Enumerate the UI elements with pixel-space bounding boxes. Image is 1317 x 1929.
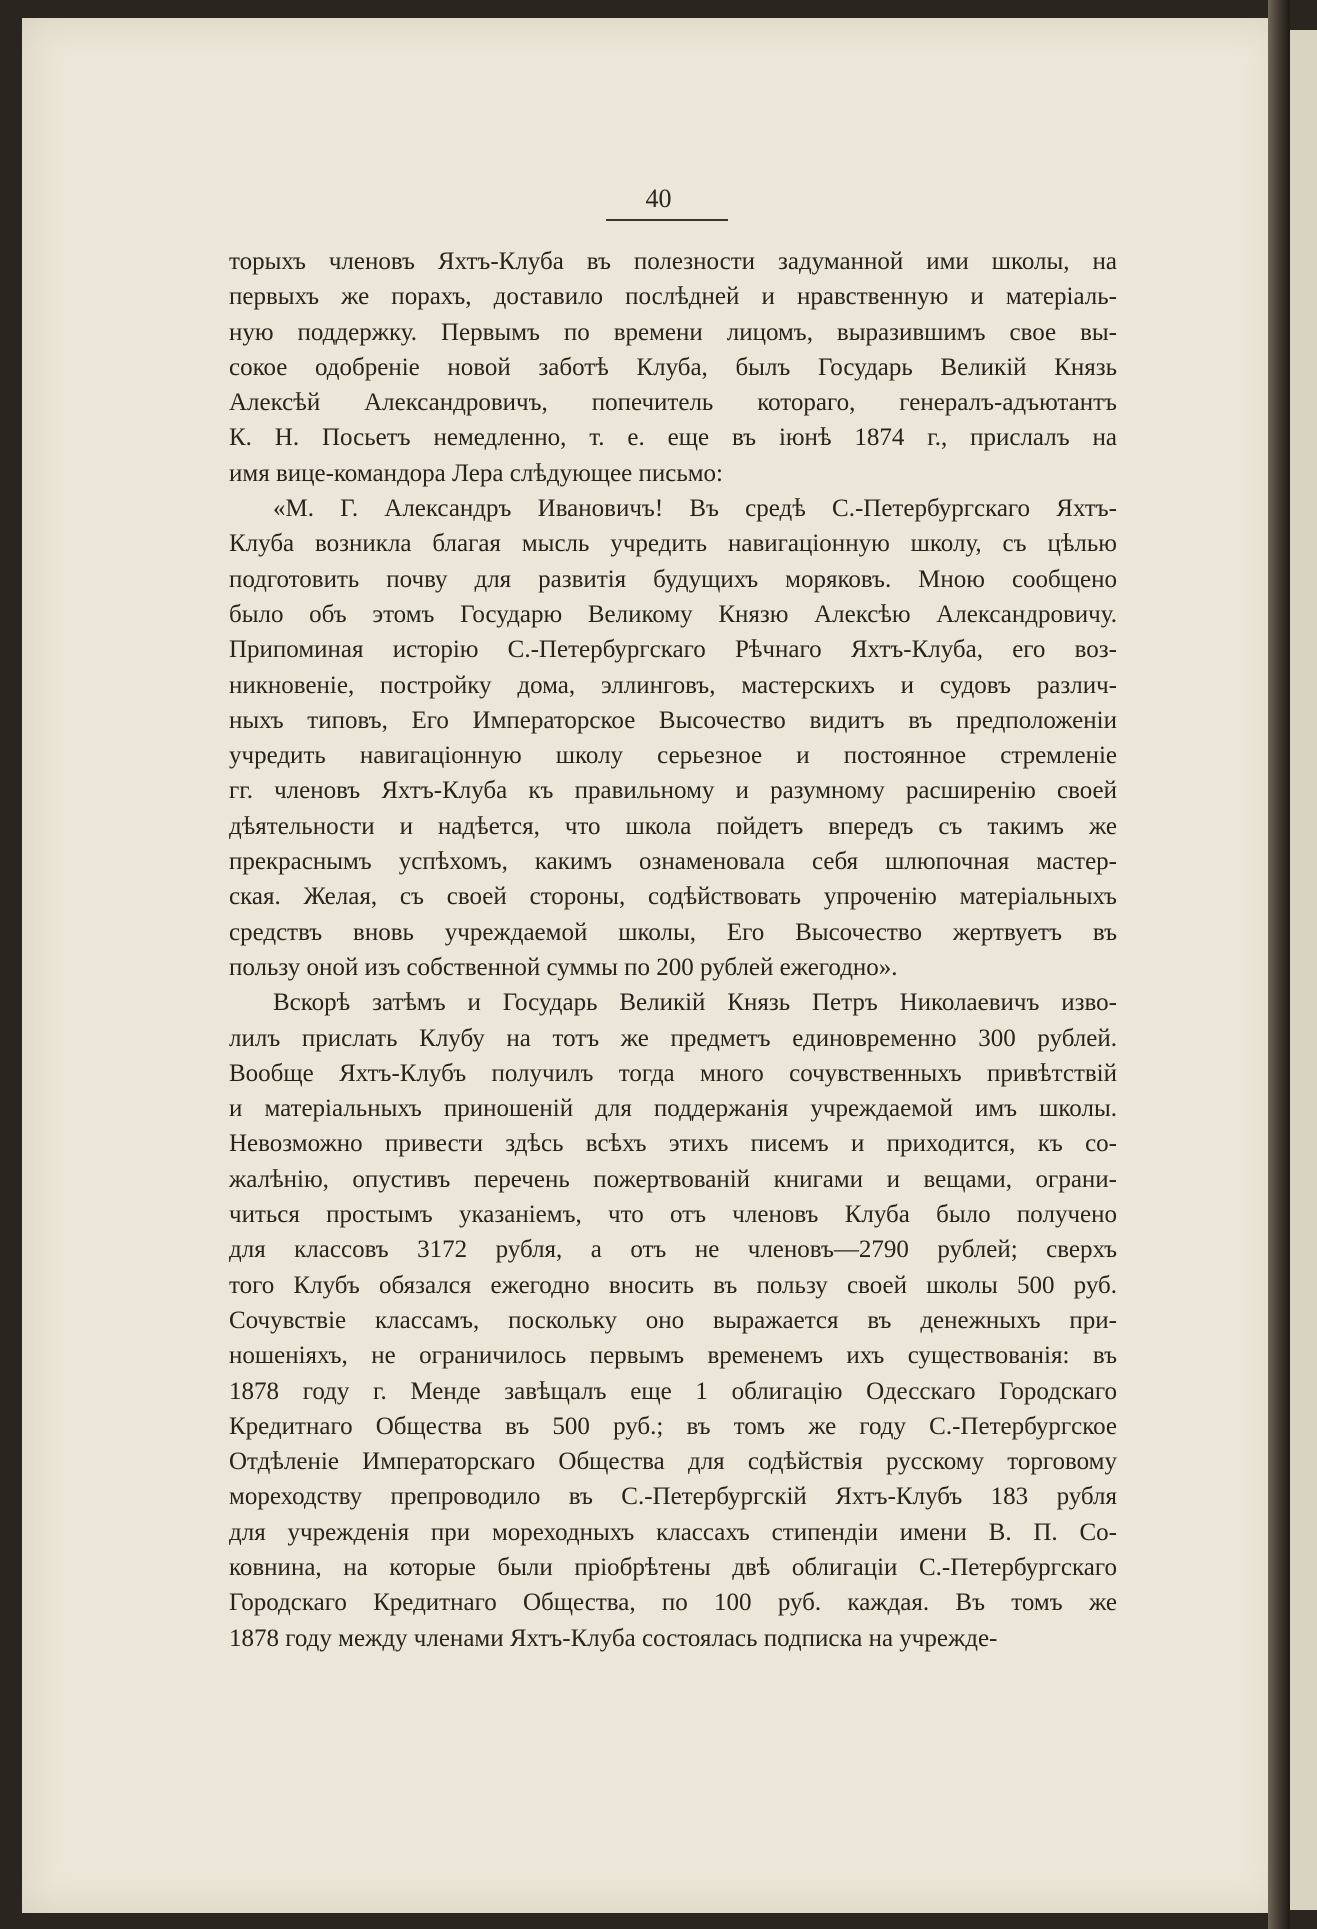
text-line: лилъ прислать Клубу на тотъ же предметъ единовременно 300 рублей. xyxy=(229,1024,1117,1052)
text-line: Сочувствіе классамъ, поскольку оно выражается въ денежныхъ при- xyxy=(229,1306,1117,1334)
text-line: прекраснымъ успѣхомъ, какимъ ознаменовала себя шлюпочная мастер- xyxy=(229,848,1117,876)
text-line: 1878 году между членами Яхтъ-Клуба состоялась подписка на учрежде- xyxy=(229,1624,998,1652)
text-line: имя вице-командора Лера слѣдующее письмо: xyxy=(229,459,724,487)
text-line: никновеніе, постройку дома, эллинговъ, мастерскихъ и судовъ различ- xyxy=(229,671,1117,699)
body-text xyxy=(229,244,1117,1656)
text-line: Алексѣй Александровичъ, попечитель котораго, генералъ-адъютантъ xyxy=(229,389,1117,417)
text-line: сокое одобреніе новой заботѣ Клуба, былъ Государь Великій Князь xyxy=(229,353,1117,381)
adjacent-page-edge xyxy=(1290,30,1317,1910)
text-line: ныхъ типовъ, Его Императорское Высочество видитъ въ предположеніи xyxy=(229,706,1117,734)
text-line: для классовъ 3172 рубля, а отъ не членовъ—2790 рублей; сверхъ xyxy=(229,1236,1117,1264)
paragraph xyxy=(229,491,1117,985)
text-line: Вскорѣ затѣмъ и Государь Великій Князь Петръ Николаевичъ изво- xyxy=(273,989,1117,1017)
text-line: для учрежденія при мореходныхъ классахъ стипендіи имени В. П. Со- xyxy=(229,1518,1117,1546)
text-line: ковнина, на которые были пріобрѣтены двѣ облигаціи С.-Петербургскаго xyxy=(229,1553,1117,1581)
text-line: «М. Г. Александръ Ивановичъ! Въ средѣ С.-Петербургскаго Яхтъ- xyxy=(273,495,1117,523)
text-line: Невозможно привести здѣсь всѣхъ этихъ писемъ и приходится, къ со- xyxy=(229,1130,1117,1158)
book-gutter xyxy=(1268,0,1290,1929)
text-line: пользу оной изъ собственной суммы по 200 рублей ежегодно». xyxy=(229,953,898,981)
text-line: того Клубъ обязался ежегодно вносить въ пользу своей школы 500 руб. xyxy=(229,1271,1117,1299)
text-line: Кредитнаго Общества въ 500 руб.; въ томъ же году С.-Петербургское xyxy=(229,1412,1117,1440)
text-line: ская. Желая, съ своей стороны, содѣйствовать упроченію матеріальныхъ xyxy=(229,883,1117,911)
text-line: К. Н. Посьетъ немедленно, т. е. еще въ іюнѣ 1874 г., прислалъ на xyxy=(229,424,1117,452)
text-line: и матеріальныхъ приношеній для поддержанія учреждаемой имъ школы. xyxy=(229,1095,1117,1123)
text-line: Припоминая исторію С.-Петербургскаго Рѣчнаго Яхтъ-Клуба, его воз- xyxy=(229,636,1117,664)
text-line: было объ этомъ Государю Великому Князю Алексѣю Александровичу. xyxy=(229,600,1117,628)
text-line: средствъ вновь учреждаемой школы, Его Высочество жертвуетъ въ xyxy=(229,918,1117,946)
text-line: учредить навигаціонную школу серьезное и постоянное стремленіе xyxy=(229,742,1117,770)
text-line: Отдѣленіе Императорскаго Общества для содѣйствія русскому торговому xyxy=(229,1448,1117,1476)
page-number-rule xyxy=(606,219,728,221)
text-line: ношеніяхъ, не ограничилось первымъ временемъ ихъ существованія: въ xyxy=(229,1342,1117,1370)
text-line: торыхъ членовъ Яхтъ-Клуба въ полезности задуманной ими школы, на xyxy=(229,248,1117,275)
text-line: дѣятельности и надѣется, что школа пойдетъ впередъ съ такимъ же xyxy=(229,812,1117,840)
page-number: 40 xyxy=(645,184,672,213)
text-line: жалѣнію, опустивъ перечень пожертвованій книгами и вещами, ограни- xyxy=(229,1165,1117,1193)
text-line: 1878 году г. Менде завѣщалъ еще 1 облигацію Одесскаго Городскаго xyxy=(229,1377,1117,1405)
text-line: гг. членовъ Яхтъ-Клуба къ правильному и разумному расширенію своей xyxy=(229,777,1117,805)
text-line: Вообще Яхтъ-Клубъ получилъ тогда много сочувственныхъ привѣтствій xyxy=(229,1059,1117,1087)
text-line: первыхъ же порахъ, доставило послѣдней и нравственную и матеріаль- xyxy=(229,283,1117,311)
text-line: Клуба возникла благая мысль учредить навигаціонную школу, съ цѣлью xyxy=(229,530,1117,558)
text-line: мореходству препроводило въ С.-Петербургскій Яхтъ-Клубъ 183 рубля xyxy=(229,1483,1117,1511)
paragraph xyxy=(229,244,1117,491)
text-line: ную поддержку. Первымъ по времени лицомъ, выразившимъ свое вы- xyxy=(229,318,1117,346)
paragraph xyxy=(229,985,1117,1656)
text-line: Городскаго Кредитнаго Общества, по 100 руб. каждая. Въ томъ же xyxy=(229,1589,1117,1617)
text-line: подготовить почву для развитія будущихъ моряковъ. Мною сообщено xyxy=(229,565,1117,593)
text-line: читься простымъ указаніемъ, что отъ членовъ Клуба было получено xyxy=(229,1201,1117,1229)
